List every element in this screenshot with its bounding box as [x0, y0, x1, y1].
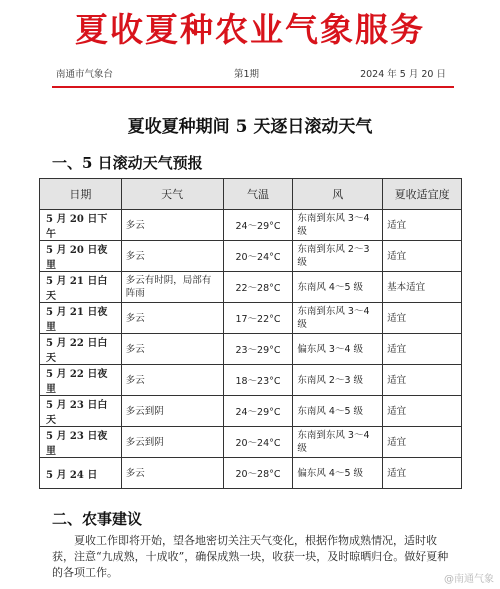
- cell-weather: 多云到阴: [121, 396, 223, 427]
- cell-date: 5 月 22 日夜里: [40, 365, 122, 396]
- cell-temperature: 24～29°C: [223, 396, 293, 427]
- table-row: [40, 272, 462, 303]
- cell-date: 5 月 23 日白天: [40, 396, 122, 427]
- cell-date: 5 月 20 日下午: [40, 210, 122, 241]
- table-header-row: [40, 179, 462, 210]
- table-row: [40, 365, 462, 396]
- cell-wind: 东南风 4～5 级: [293, 396, 383, 427]
- cell-suitability: 适宜: [383, 210, 462, 241]
- cell-wind: 东南风 4～5 级: [293, 272, 383, 303]
- table-row: [40, 303, 462, 334]
- forecast-table: [39, 178, 462, 489]
- cell-wind: 东南到东风 3～4 级: [293, 303, 383, 334]
- cell-weather: 多云有时阴，局部有阵雨: [121, 272, 223, 303]
- column-header-suitability: 夏收适宜度: [383, 179, 462, 210]
- table-row: [40, 427, 462, 458]
- cell-temperature: 20～24°C: [223, 241, 293, 272]
- cell-date: 5 月 21 日白天: [40, 272, 122, 303]
- column-header-wind: 风: [293, 179, 383, 210]
- cell-date: 5 月 22 日白天: [40, 334, 122, 365]
- table-row: [40, 458, 462, 489]
- cell-wind: 东南到东风 3～4 级: [293, 210, 383, 241]
- cell-date: 5 月 23 日夜里: [40, 427, 122, 458]
- document-title: 夏收夏种期间 5 天逐日滚动天气: [127, 117, 373, 137]
- table-row: [40, 241, 462, 272]
- issue-date: 2024 年 5 月 20 日: [360, 69, 446, 80]
- cell-temperature: 18～23°C: [223, 365, 293, 396]
- section-heading-advice: 二、农事建议: [52, 510, 143, 528]
- cell-suitability: 适宜: [383, 334, 462, 365]
- cell-suitability: 适宜: [383, 365, 462, 396]
- cell-temperature: 23～29°C: [223, 334, 293, 365]
- column-header-temperature: 气温: [223, 179, 293, 210]
- cell-weather: 多云: [121, 365, 223, 396]
- meta-row: [56, 66, 446, 82]
- cell-weather: 多云: [121, 241, 223, 272]
- cell-date: 5 月 21 日夜里: [40, 303, 122, 334]
- issuing-organization: 南通市气象台: [56, 69, 114, 80]
- cell-wind: 东南风 2～3 级: [293, 365, 383, 396]
- cell-wind: 偏东风 3～4 级: [293, 334, 383, 365]
- table-row: [40, 210, 462, 241]
- cell-date: 5 月 24 日: [40, 458, 122, 489]
- table-row: [40, 334, 462, 365]
- cell-temperature: 20～28°C: [223, 458, 293, 489]
- cell-temperature: 22～28°C: [223, 272, 293, 303]
- cell-wind: 东南到东风 3～4 级: [293, 427, 383, 458]
- cell-weather: 多云: [121, 303, 223, 334]
- masthead: 夏收夏种农业气象服务: [75, 10, 425, 49]
- cell-weather: 多云: [121, 334, 223, 365]
- advice-paragraph: 夏收工作即将开始，望各地密切关注天气变化，根据作物成熟情况，适时收获，注意“九成熟，十成收”，确保成熟一块，收获一块，及时晾晒归仓。做好夏种的各项工作。: [52, 534, 449, 579]
- cell-temperature: 17～22°C: [223, 303, 293, 334]
- column-header-weather: 天气: [121, 179, 223, 210]
- header-divider: [52, 86, 454, 88]
- cell-weather: 多云到阴: [121, 427, 223, 458]
- cell-suitability: 适宜: [383, 396, 462, 427]
- section-heading-forecast: 一、5 日滚动天气预报: [52, 154, 203, 172]
- cell-temperature: 20～24°C: [223, 427, 293, 458]
- cell-weather: 多云: [121, 210, 223, 241]
- cell-suitability: 基本适宜: [383, 272, 462, 303]
- table-row: [40, 396, 462, 427]
- cell-temperature: 24～29°C: [223, 210, 293, 241]
- cell-suitability: 适宜: [383, 303, 462, 334]
- cell-date: 5 月 20 日夜里: [40, 241, 122, 272]
- issue-number: 第1期: [234, 69, 260, 80]
- column-header-date: 日期: [40, 179, 122, 210]
- cell-suitability: 适宜: [383, 241, 462, 272]
- cell-wind: 东南到东风 2～3 级: [293, 241, 383, 272]
- cell-suitability: 适宜: [383, 458, 462, 489]
- cell-wind: 偏东风 4～5 级: [293, 458, 383, 489]
- watermark: @南通气象: [444, 574, 494, 585]
- cell-weather: 多云: [121, 458, 223, 489]
- cell-suitability: 适宜: [383, 427, 462, 458]
